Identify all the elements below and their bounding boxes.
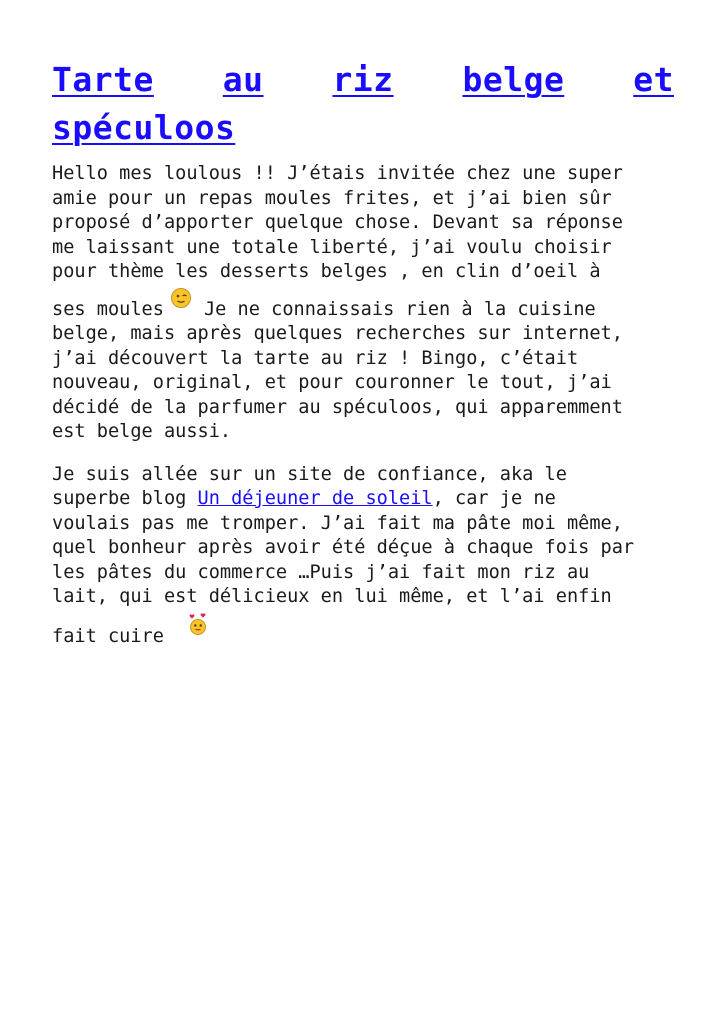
title-line-1 [52,56,674,104]
article-title [52,56,674,152]
text-fragment: ses moules [52,298,164,320]
text-line: est belge aussi. [52,421,232,442]
blog-link[interactable]: Un déjeuner de soleil [197,488,433,509]
text-fragment: , car je ne [432,488,556,509]
text-line: voulais pas me tromper. J’ai fait ma pâte moi même, [52,512,623,534]
title-word: belge [462,60,565,99]
text-line: amie pour un repas moules frites, et j’ai bien sûr [52,187,612,209]
title-word: riz [332,60,394,99]
text-line-with-emoji [52,295,674,323]
text-line: les pâtes du commerce …Puis j’ai fait mon riz au [52,561,590,583]
text-line: Hello mes loulous !! J’étais invitée chez une super [52,163,623,184]
title-word: au [222,60,264,99]
title-word: et [633,60,674,99]
text-line: quel bonheur après avoir été déçue à chaque fois par [52,537,635,558]
text-line-with-link [52,487,674,512]
article-title-link[interactable] [52,56,674,147]
text-line: belge, mais après quelques recherches sur internet, [52,323,623,344]
text-line: me laissant une totale liberté, j’ai voulu choisir [52,236,612,258]
text-line: proposé d’apporter quelque chose. Devant sa réponse [52,212,623,233]
title-line-2: spéculoos [52,108,236,147]
text-line: décidé de la parfumer au spéculoos, qui apparemment [52,396,623,418]
text-line: lait, qui est délicieux en lui même, et l’ai enfin [52,586,612,607]
title-word: Tarte [52,60,154,99]
text-fragment: fait cuire [52,625,164,647]
text-line: j’ai découvert la tarte au riz ! Bingo, c’était [52,347,579,369]
text-fragment: superbe blog [52,488,198,509]
paragraph-intro [52,162,674,445]
paragraph-recipe [52,463,674,650]
text-fragment: Je ne connaissais rien à la cuisine [203,298,596,320]
text-line: nouveau, original, et pour couronner le tout, j’ai [52,372,612,393]
article [52,56,674,667]
wink-emoji-icon [170,287,192,309]
text-line: Je suis allée sur un site de confiance, aka le [52,463,567,485]
in-love-emoji-icon [188,612,208,636]
text-line: pour thème les desserts belges , en clin d’oeil à [52,261,601,282]
text-line-with-emoji [52,620,674,650]
